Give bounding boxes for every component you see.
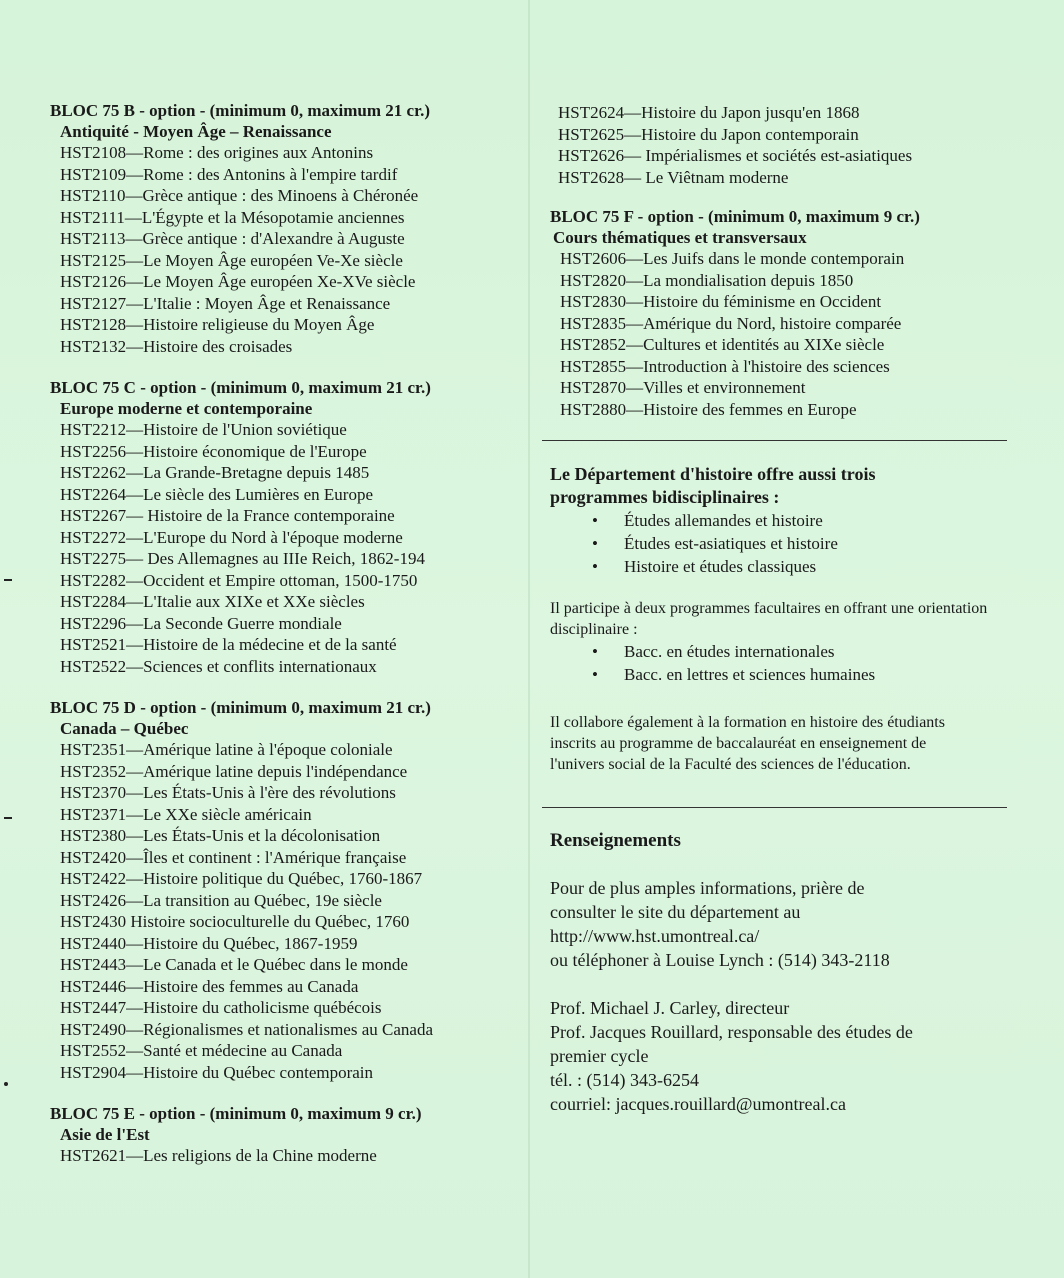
email-link[interactable]: courriel: jacques.rouillard@umontreal.ca bbox=[550, 1094, 846, 1114]
course-item: HST2108—Rome : des origines aux Antonins bbox=[60, 143, 374, 162]
course-item: HST2267— Histoire de la France contemporaine bbox=[60, 506, 395, 525]
course-item: HST2443—Le Canada et le Québec dans le monde bbox=[60, 955, 408, 974]
course-item: HST2830—Histoire du féminisme en Occident bbox=[560, 292, 882, 311]
info-line: ou téléphoner à Louise Lynch : (514) 343-2118 bbox=[550, 950, 890, 970]
course-item: HST2126—Le Moyen Âge européen Xe-XVe siècle bbox=[60, 272, 416, 291]
left-column bbox=[50, 100, 520, 1187]
page-fold bbox=[528, 0, 530, 1278]
course-item: HST2835—Amérique du Nord, histoire comparée bbox=[560, 313, 902, 333]
course-item: HST2109—Rome : des Antonins à l'empire tardif bbox=[60, 164, 398, 184]
course-item: HST2132—Histoire des croisades bbox=[60, 336, 293, 356]
website-link[interactable]: http://www.hst.umontreal.ca/ bbox=[550, 926, 760, 946]
course-item: HST2426—La transition au Québec, 19e siècle bbox=[60, 890, 382, 910]
course-item: HST2296—La Seconde Guerre mondiale bbox=[60, 613, 342, 633]
collaboration-text: Il collabore également à la formation en histoire des étudiants inscrits au programme de baccalauréat en enseignement de l'univers social de la Faculté des sciences de l'éducation. bbox=[550, 714, 945, 773]
info-line: Pour de plus amples informations, prière de bbox=[550, 878, 865, 898]
course-item: HST2262—La Grande-Bretagne depuis 1485 bbox=[60, 463, 370, 482]
course-item: HST2264—Le siècle des Lumières en Europe bbox=[60, 484, 373, 504]
course-item: HST2420—Îles et continent : l'Amérique française bbox=[60, 847, 407, 867]
bloc-75-c bbox=[50, 377, 520, 677]
right-column bbox=[550, 102, 1020, 1116]
list-item: • Histoire et études classiques bbox=[592, 555, 1020, 578]
faculty-programs-intro: Il participe à deux programmes facultaires en offrant une orientation disciplinaire : bbox=[550, 600, 988, 638]
course-list bbox=[50, 419, 520, 677]
course-item: HST2880—Histoire des femmes en Europe bbox=[560, 399, 857, 419]
bloc-title: BLOC 75 B - option - (minimum 0, maximum 21 cr.) bbox=[50, 101, 430, 120]
bloc-title: BLOC 75 C - option - (minimum 0, maximum 21 cr.) bbox=[50, 378, 431, 397]
course-item: HST2430 Histoire socioculturelle du Québec, 1760 bbox=[60, 912, 410, 931]
course-item: HST2626— Impérialismes et sociétés est-asiatiques bbox=[558, 146, 913, 165]
faculty-programs-list bbox=[550, 640, 1020, 686]
course-item: HST2284—L'Italie aux XIXe et XXe siècles bbox=[60, 592, 365, 611]
course-item: HST2820—La mondialisation depuis 1850 bbox=[560, 270, 854, 290]
course-item: HST2113—Grèce antique : d'Alexandre à Auguste bbox=[60, 229, 405, 248]
course-item: HST2110—Grèce antique : des Minoens à Chéronée bbox=[60, 186, 419, 205]
divider bbox=[542, 440, 1007, 441]
bloc-subtitle: Canada – Québec bbox=[60, 719, 189, 738]
bloc-subtitle: Europe moderne et contemporaine bbox=[60, 399, 313, 418]
bloc-subtitle: Antiquité - Moyen Âge – Renaissance bbox=[60, 122, 332, 141]
contact-line: premier cycle bbox=[550, 1046, 649, 1066]
margin-dot bbox=[4, 1082, 8, 1086]
course-item: HST2624—Histoire du Japon jusqu'en 1868 bbox=[558, 103, 860, 122]
course-item: HST2621—Les religions de la Chine moderne bbox=[60, 1146, 377, 1165]
list-item: • Études est-asiatiques et histoire bbox=[592, 532, 1020, 555]
course-item: HST2212—Histoire de l'Union soviétique bbox=[60, 420, 347, 439]
margin-mark bbox=[4, 817, 12, 819]
course-list bbox=[550, 102, 1020, 188]
course-item: HST2370—Les États-Unis à l'ère des révolutions bbox=[60, 783, 396, 802]
course-item: HST2128—Histoire religieuse du Moyen Âge bbox=[60, 315, 375, 334]
course-item: HST2127—L'Italie : Moyen Âge et Renaissance bbox=[60, 293, 391, 313]
course-item: HST2380—Les États-Unis et la décolonisation bbox=[60, 826, 381, 845]
bidisciplinary-list bbox=[550, 509, 1020, 578]
course-list bbox=[50, 142, 520, 357]
bloc-75-f bbox=[550, 206, 1020, 420]
bloc-subtitle: Asie de l'Est bbox=[60, 1125, 150, 1144]
info-heading: Renseignements bbox=[550, 830, 681, 851]
bloc-75-e-continued bbox=[550, 102, 1020, 188]
list-item: • Études allemandes et histoire bbox=[592, 509, 1020, 532]
bloc-subtitle: Cours thématiques et transversaux bbox=[553, 228, 807, 247]
course-item: HST2552—Santé et médecine au Canada bbox=[60, 1041, 343, 1060]
course-item: HST2870—Villes et environnement bbox=[560, 378, 806, 397]
list-item: • Bacc. en lettres et sciences humaines bbox=[592, 663, 1020, 686]
course-list bbox=[50, 1145, 520, 1167]
course-item: HST2490—Régionalismes et nationalismes au Canada bbox=[60, 1019, 433, 1039]
bloc-75-d bbox=[50, 697, 520, 1083]
course-item: HST2371—Le XXe siècle américain bbox=[60, 804, 312, 824]
contact-line: Prof. Michael J. Carley, directeur bbox=[550, 998, 790, 1018]
margin-mark bbox=[4, 579, 12, 581]
course-item: HST2440—Histoire du Québec, 1867-1959 bbox=[60, 933, 358, 953]
course-item: HST2904—Histoire du Québec contemporain bbox=[60, 1062, 374, 1082]
course-item: HST2447—Histoire du catholicisme québécois bbox=[60, 998, 382, 1017]
course-item: HST2522—Sciences et conflits internationaux bbox=[60, 656, 377, 676]
course-item: HST2606—Les Juifs dans le monde contemporain bbox=[560, 249, 905, 268]
contact-line: Prof. Jacques Rouillard, responsable des études de bbox=[550, 1022, 913, 1042]
course-item: HST2125—Le Moyen Âge européen Ve-Xe siècle bbox=[60, 250, 403, 270]
bloc-title: BLOC 75 D - option - (minimum 0, maximum 21 cr.) bbox=[50, 698, 431, 717]
course-item: HST2625—Histoire du Japon contemporain bbox=[558, 124, 859, 144]
contact-block bbox=[550, 996, 1020, 1116]
course-item: HST2282—Occident et Empire ottoman, 1500-1750 bbox=[60, 570, 418, 590]
course-item: HST2521—Histoire de la médecine et de la santé bbox=[60, 635, 397, 654]
course-item: HST2628— Le Viêtnam moderne bbox=[558, 167, 789, 187]
heading-line: Le Département d'histoire offre aussi trois bbox=[550, 464, 876, 484]
course-item: HST2855—Introduction à l'histoire des sciences bbox=[560, 356, 890, 376]
course-item: HST2275— Des Allemagnes au IIIe Reich, 1862-194 bbox=[60, 549, 425, 568]
course-item: HST2272—L'Europe du Nord à l'époque moderne bbox=[60, 527, 403, 547]
course-list bbox=[50, 739, 520, 1083]
course-item: HST2352—Amérique latine depuis l'indépendance bbox=[60, 761, 408, 781]
info-block bbox=[550, 876, 1020, 972]
course-item: HST2852—Cultures et identités au XIXe siècle bbox=[560, 335, 885, 354]
info-line: consulter le site du département au bbox=[550, 902, 801, 922]
course-item: HST2111—L'Égypte et la Mésopotamie anciennes bbox=[60, 207, 405, 227]
divider bbox=[542, 807, 1007, 808]
course-item: HST2256—Histoire économique de l'Europe bbox=[60, 441, 367, 461]
heading-line: programmes bidisciplinaires : bbox=[550, 487, 780, 507]
course-item: HST2351—Amérique latine à l'époque coloniale bbox=[60, 740, 393, 759]
course-item: HST2422—Histoire politique du Québec, 1760-1867 bbox=[60, 869, 423, 888]
list-item: • Bacc. en études internationales bbox=[592, 640, 1020, 663]
bloc-75-b bbox=[50, 100, 520, 357]
bloc-75-e bbox=[50, 1103, 520, 1167]
contact-line: tél. : (514) 343-6254 bbox=[550, 1070, 699, 1090]
bloc-title: BLOC 75 E - option - (minimum 0, maximum 9 cr.) bbox=[50, 1104, 422, 1123]
bloc-title: BLOC 75 F - option - (minimum 0, maximum 9 cr.) bbox=[550, 207, 920, 226]
course-list bbox=[550, 248, 1020, 420]
bidisciplinary-heading bbox=[550, 463, 1020, 509]
course-item: HST2446—Histoire des femmes au Canada bbox=[60, 976, 359, 996]
